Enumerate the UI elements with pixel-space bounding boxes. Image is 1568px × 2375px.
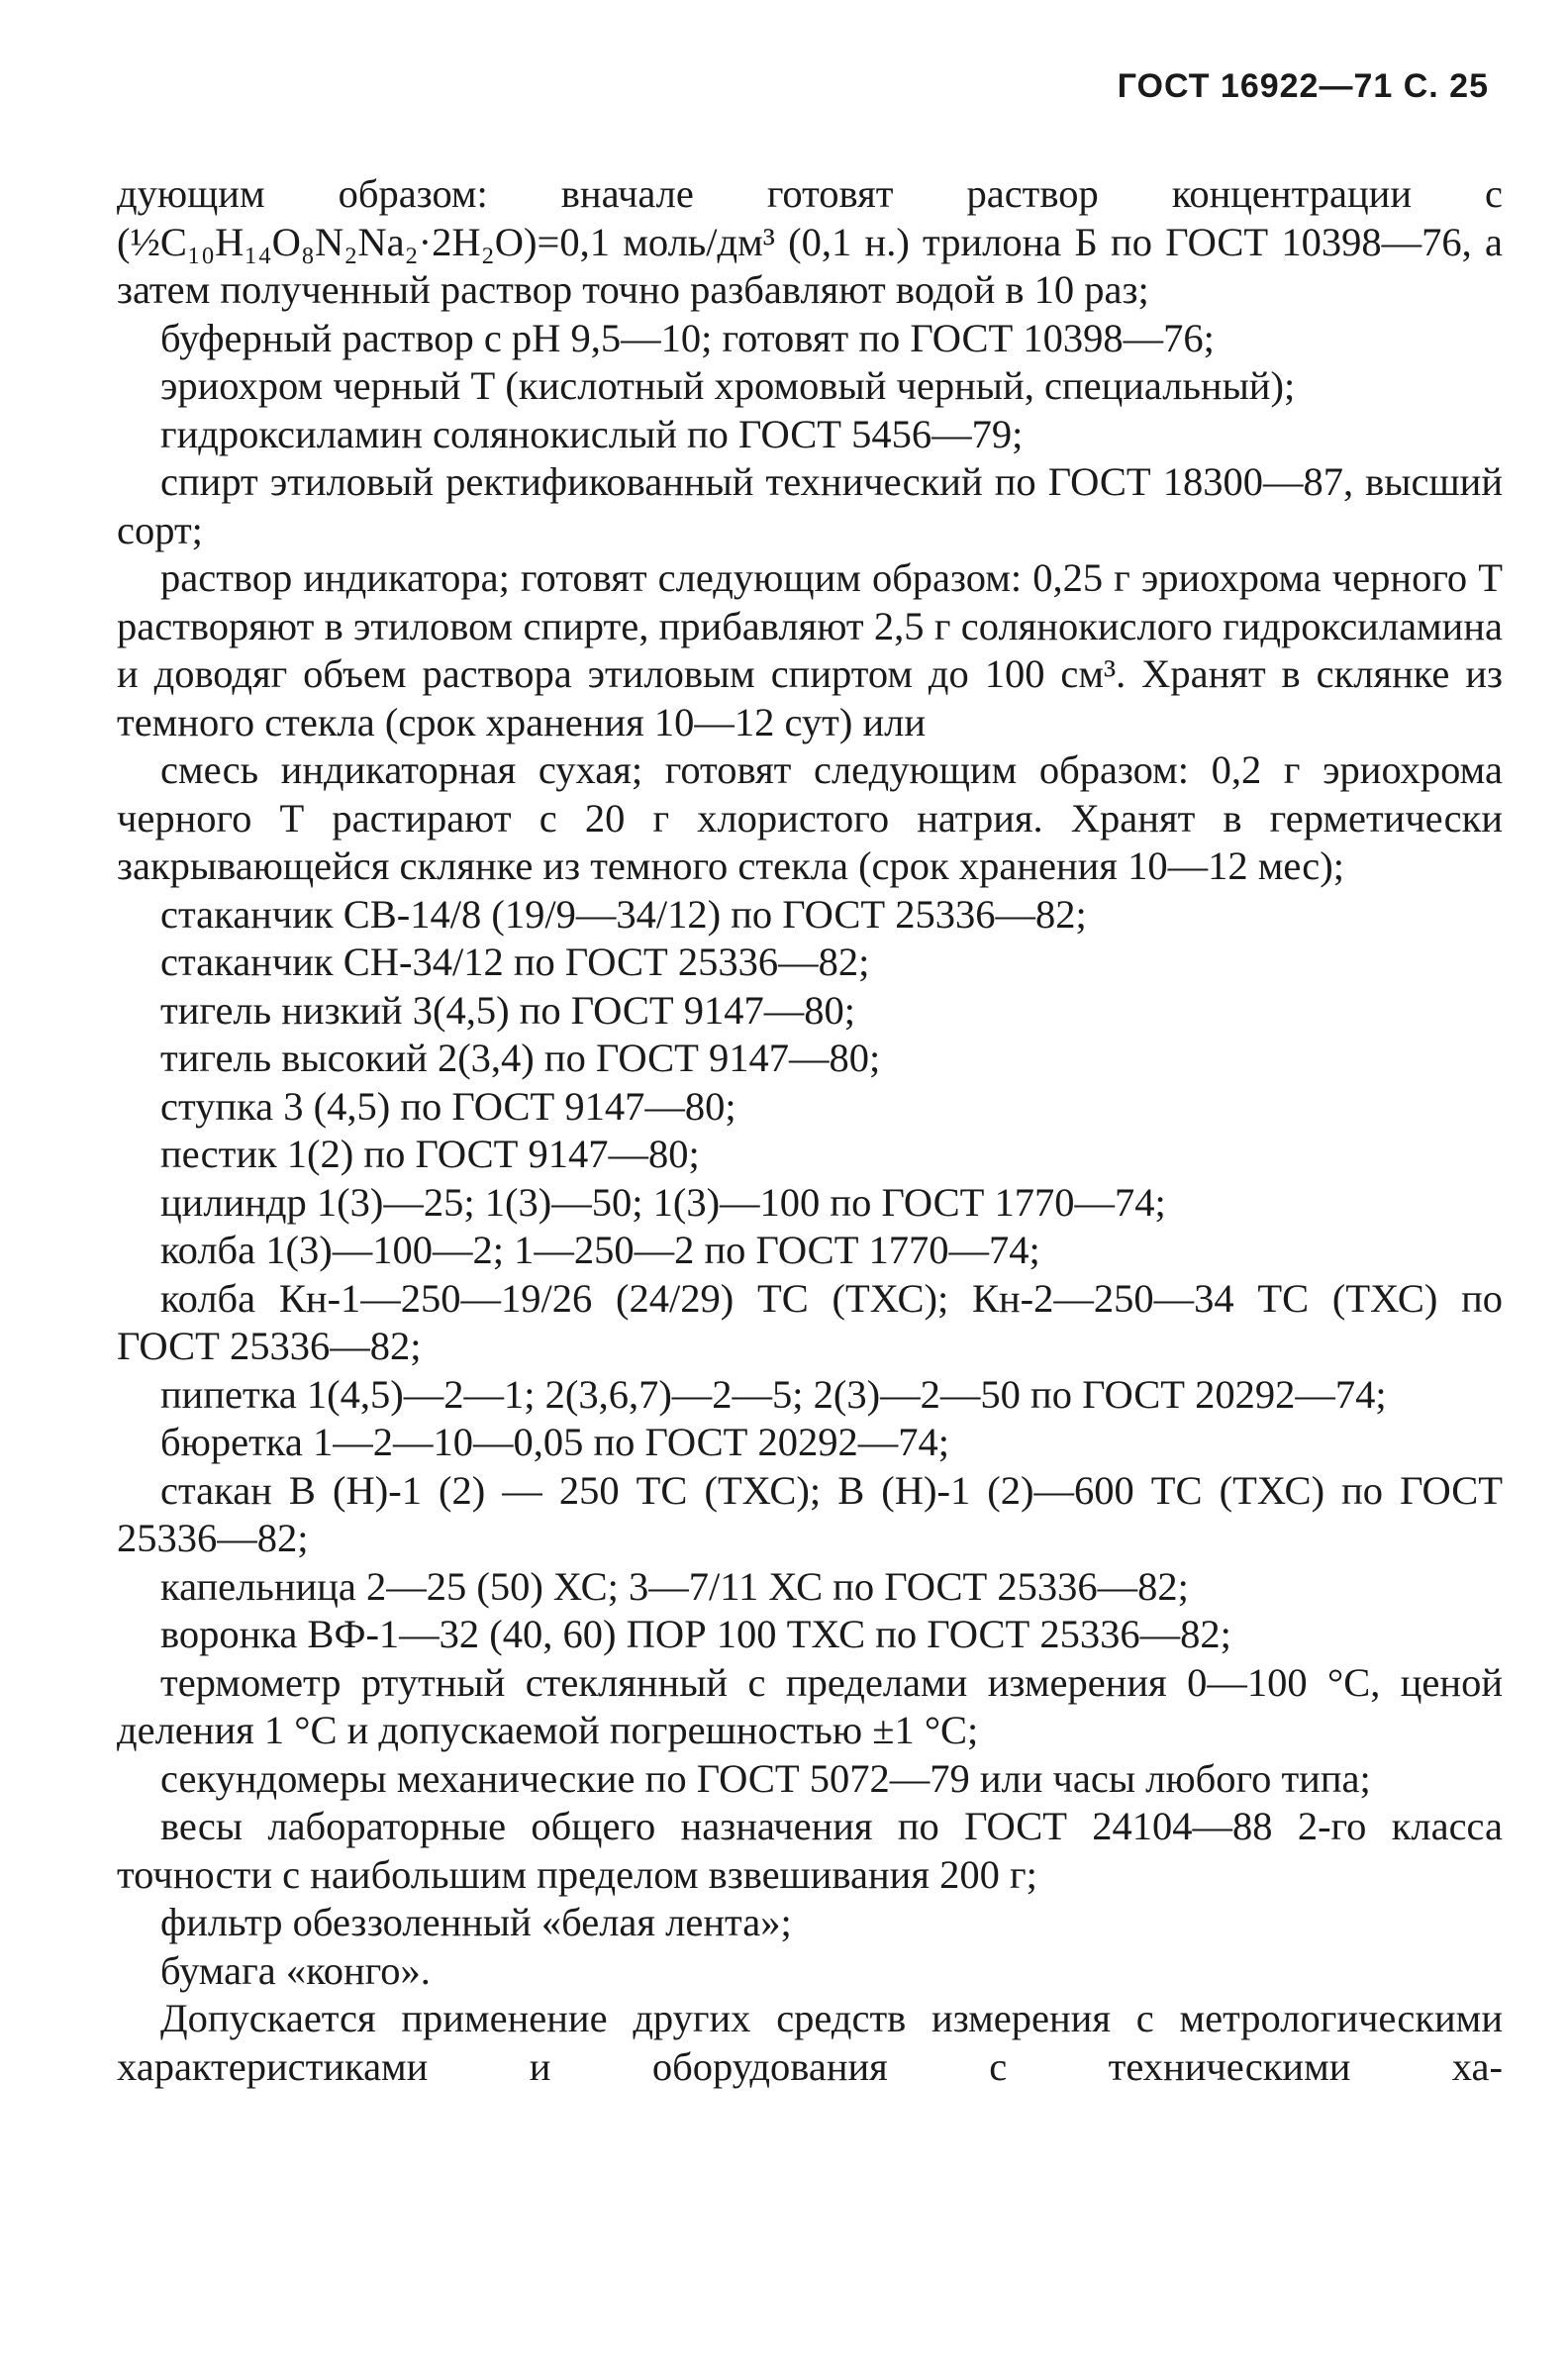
paragraph: пестик 1(2) по ГОСТ 9147—80; [160, 1132, 700, 1176]
paragraph: стакан В (Н)-1 (2) — 250 ТС (ТХС); В (Н)-1 (2)—600 ТС (ТХС) по ГОСТ 25336—82; [117, 1467, 1503, 1560]
page-header: ГОСТ 16922—71 С. 25 [1117, 67, 1489, 105]
paragraph: буферный раствор с pH 9,5—10; готовят по ГОСТ 10398—76; [160, 315, 1215, 360]
paragraph: дующим образом: вначале готовят раствор концентрации c (½C₁₀H₁₄O₈N₂Na₂·2H₂O)=0,1 моль/дм³ (0,1 н.) трилона Б по ГОСТ 10398—76, а затем полученный раствор точно разбавляют водой в 10 раз; [117, 171, 1503, 312]
paragraph: Допускается применение других средств измерения с метрологическими характеристиками и оборудования с техническими ха- [117, 1996, 1503, 2089]
paragraph: стаканчик СВ-14/8 (19/9—34/12) по ГОСТ 25336—82; [160, 891, 1087, 937]
paragraph: тигель низкий 3(4,5) по ГОСТ 9147—80; [160, 987, 856, 1033]
paragraph: колба 1(3)—100—2; 1—250—2 по ГОСТ 1770—74; [160, 1228, 1040, 1272]
paragraph: термометр ртутный стеклянный с пределами измерения 0—100 °С, ценой деления 1 °С и допускаемой погрешностью ±1 °С; [117, 1659, 1503, 1752]
paragraph: цилиндр 1(3)—25; 1(3)—50; 1(3)—100 по ГОСТ 1770—74; [160, 1179, 1166, 1225]
paragraph: эриохром черный Т (кислотный хромовый черный, специальный); [160, 363, 1296, 408]
paragraph: фильтр обеззоленный «белая лента»; [160, 1900, 792, 1944]
paragraph: бумага «конго». [160, 1947, 431, 1993]
paragraph: тигель высокий 2(3,4) по ГОСТ 9147—80; [160, 1036, 881, 1080]
paragraph: бюретка 1—2—10—0,05 по ГОСТ 20292—74; [160, 1420, 950, 1464]
paragraph: ступка 3 (4,5) по ГОСТ 9147—80; [160, 1083, 736, 1129]
paragraph: весы лабораторные общего назначения по ГОСТ 24104—88 2-го класса точности с наибольшим пределом взвешивания 200 г; [117, 1804, 1503, 1897]
paragraph: капельница 2—25 (50) ХС; 3—7/11 ХС по ГОСТ 25336—82; [160, 1563, 1189, 1609]
paragraph: пипетка 1(4,5)—2—1; 2(3,6,7)—2—5; 2(3)—2—50 по ГОСТ 20292—74; [160, 1371, 1387, 1417]
paragraph: колба Кн-1—250—19/26 (24/29) ТС (ТХС); Кн-2—250—34 ТС (ТХС) по ГОСТ 25336—82; [117, 1275, 1503, 1368]
paragraph: гидроксиламин солянокислый по ГОСТ 5456—79; [160, 411, 1024, 456]
document-body [117, 170, 1503, 2091]
paragraph: раствор индикатора; готовят следующим образом: 0,25 г эриохрома черного Т растворяют в этиловом спирте, прибавляют 2,5 г солянокислого гидроксиламина и доводяг объем раствора этиловым спиртом до 100 см³. Хранят в склянке из темного стекла (срок хранения 10—12 сут) или [117, 555, 1503, 744]
paragraph: воронка ВФ-1—32 (40, 60) ПОР 100 ТХС по ГОСТ 25336—82; [160, 1612, 1231, 1656]
paragraph: секундомеры механические по ГОСТ 5072—79 или часы любого типа; [160, 1755, 1371, 1801]
paragraph: спирт этиловый ректификованный технический по ГОСТ 18300—87, высший сорт; [117, 459, 1503, 552]
paragraph: стаканчик СН-34/12 по ГОСТ 25336—82; [160, 940, 870, 984]
paragraph: смесь индикаторная сухая; готовят следующим образом: 0,2 г эриохрома черного Т растирают с 20 г хлористого натрия. Хранят в герметически закрывающейся склянке из темного стекла (срок хранения 10—12 мес); [117, 747, 1503, 888]
